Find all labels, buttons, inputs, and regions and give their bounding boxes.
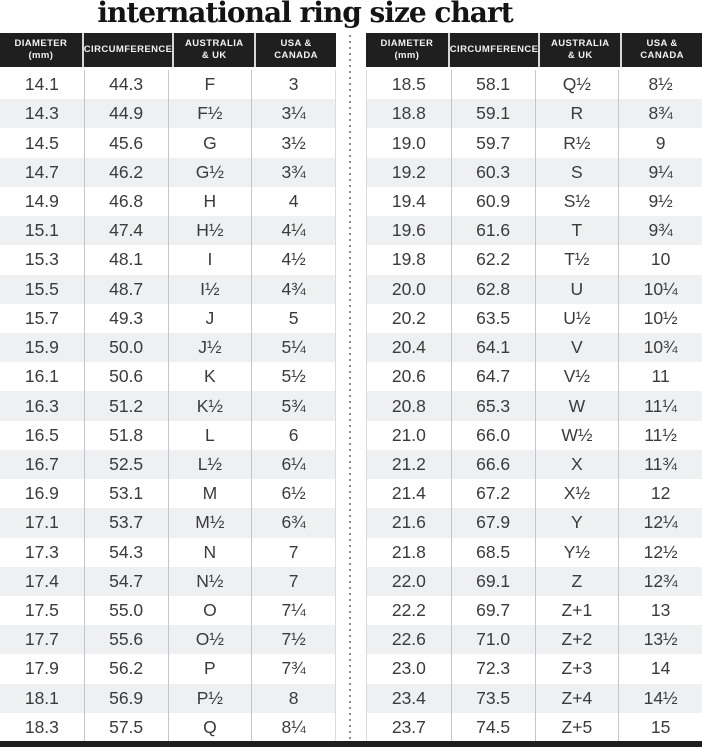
table-cell: 72.3	[451, 654, 535, 683]
table-row	[0, 421, 335, 450]
table-cell: 14	[618, 654, 702, 683]
table-cell: K	[168, 362, 252, 391]
table-cell: T	[535, 216, 619, 245]
table-cell: 69.7	[451, 596, 535, 625]
table-cell: 8¼	[251, 713, 335, 742]
header-cell-line: USA &	[280, 37, 312, 49]
table-row	[0, 654, 335, 683]
table-cell: 19.4	[391, 190, 426, 211]
table-row	[367, 421, 702, 450]
table-cell: 23.0	[391, 658, 426, 679]
table-cell: 9¾	[618, 216, 702, 245]
table-cell: H½	[168, 216, 252, 245]
table-cell: 62.8	[451, 275, 535, 304]
table-row	[0, 538, 335, 567]
bottom-border-bar	[0, 741, 702, 747]
table-cell: 44.3	[84, 70, 168, 99]
table-cell: 11¼	[618, 391, 702, 420]
table-cell: 20.8	[391, 395, 426, 416]
table-cell: 23.4	[391, 687, 426, 708]
table-cell: 56.9	[84, 684, 168, 713]
header-cell-usa-canada	[254, 33, 336, 67]
table-cell: 3½	[251, 128, 335, 157]
table-cell: 66.6	[451, 450, 535, 479]
table-cell: 53.7	[84, 508, 168, 537]
table-cell: 17.9	[24, 658, 59, 679]
table-body	[366, 70, 702, 742]
table-row	[0, 99, 335, 128]
table-cell: F	[168, 70, 252, 99]
table-row	[0, 128, 335, 157]
table-cell: S½	[535, 187, 619, 216]
table-cell: Z	[535, 567, 619, 596]
header-cell-line: & UK	[201, 50, 227, 61]
table-row	[0, 391, 335, 420]
table-cell: 14.9	[24, 190, 59, 211]
table-cell: 18.8	[391, 103, 426, 124]
table-cell: 7	[251, 538, 335, 567]
table-cell: 20.2	[391, 307, 426, 328]
table-cell: 19.2	[391, 161, 426, 182]
table-row	[367, 567, 702, 596]
table-row	[367, 508, 702, 537]
table-cell: Q½	[535, 70, 619, 99]
table-cell: 3¾	[251, 158, 335, 187]
table-cell: 60.3	[451, 158, 535, 187]
header-cell-line: CANADA	[640, 50, 684, 61]
table-cell: 8¾	[618, 99, 702, 128]
table-cell: 51.8	[84, 421, 168, 450]
table-cell: 18.1	[24, 687, 59, 708]
header-cell-line: USA &	[646, 37, 678, 49]
table-cell: 45.6	[84, 128, 168, 157]
table-cell: V	[535, 333, 619, 362]
table-cell: 7	[251, 567, 335, 596]
table-cell: N½	[168, 567, 252, 596]
table-cell: 7¼	[251, 596, 335, 625]
table-cell: O½	[168, 625, 252, 654]
header-cell-line: DIAMETER	[14, 37, 68, 49]
table-cell: 61.6	[451, 216, 535, 245]
table-row	[367, 70, 702, 99]
table-cell: 15.9	[24, 337, 59, 358]
table-row	[367, 216, 702, 245]
table-row	[367, 479, 702, 508]
table-cell: 18.5	[391, 74, 426, 95]
table-cell: 10¾	[618, 333, 702, 362]
table-row	[0, 158, 335, 187]
table-row	[367, 304, 702, 333]
table-row	[0, 362, 335, 391]
table-cell: M½	[168, 508, 252, 537]
table-cell: 5	[251, 304, 335, 333]
header-cell-australia-uk	[538, 33, 620, 67]
table-cell: 13½	[618, 625, 702, 654]
table-cell: 23.7	[391, 716, 426, 737]
table-cell: Y	[535, 508, 619, 537]
table-cell: 60.9	[451, 187, 535, 216]
header-cell-diameter	[366, 33, 448, 67]
table-cell: O	[168, 596, 252, 625]
table-cell: 5½	[251, 362, 335, 391]
table-row	[367, 99, 702, 128]
table-cell: U½	[535, 304, 619, 333]
table-cell: 21.0	[391, 424, 426, 445]
table-cell: 13	[618, 596, 702, 625]
table-cell: 14½	[618, 684, 702, 713]
table-cell: Q	[168, 713, 252, 742]
table-cell: 54.3	[84, 538, 168, 567]
table-cell: 14.5	[24, 132, 59, 153]
header-cell-circumference	[448, 33, 539, 67]
table-cell: Z+1	[535, 596, 619, 625]
table-cell: 71.0	[451, 625, 535, 654]
table-cell: 62.2	[451, 245, 535, 274]
table-cell: 66.0	[451, 421, 535, 450]
table-cell: J½	[168, 333, 252, 362]
table-cell: X	[535, 450, 619, 479]
table-cell: 16.7	[24, 453, 59, 474]
table-cell: 4¾	[251, 275, 335, 304]
table-cell: 57.5	[84, 713, 168, 742]
header-cell-australia-uk	[172, 33, 254, 67]
header-cell-line: (mm)	[28, 50, 54, 61]
table-cell: 51.2	[84, 391, 168, 420]
table-cell: 55.0	[84, 596, 168, 625]
table-cell: 12¾	[618, 567, 702, 596]
table-cell: 11½	[618, 421, 702, 450]
page-title: international ring size chart	[97, 0, 513, 29]
table-cell: W	[535, 391, 619, 420]
table-cell: G	[168, 128, 252, 157]
table-cell: 67.2	[451, 479, 535, 508]
table-row	[367, 362, 702, 391]
table-cell: 12½	[618, 538, 702, 567]
table-cell: 55.6	[84, 625, 168, 654]
table-cell: 63.5	[451, 304, 535, 333]
table-cell: 9½	[618, 187, 702, 216]
table-cell: 10¼	[618, 275, 702, 304]
table-header-row	[366, 33, 702, 67]
table-cell: 3¼	[251, 99, 335, 128]
table-row	[367, 158, 702, 187]
table-cell: 20.0	[391, 278, 426, 299]
table-cell: 22.0	[391, 570, 426, 591]
table-cell: 67.9	[451, 508, 535, 537]
header-cell-line: CIRCUMFERENCE	[83, 43, 173, 55]
table-row	[0, 333, 335, 362]
table-cell: 19.6	[391, 220, 426, 241]
table-cell: L½	[168, 450, 252, 479]
table-cell: 50.6	[84, 362, 168, 391]
table-row	[367, 654, 702, 683]
table-cell: Z+3	[535, 654, 619, 683]
table-cell: 4½	[251, 245, 335, 274]
table-cell: 56.2	[84, 654, 168, 683]
dotted-divider	[349, 35, 351, 740]
table-cell: X½	[535, 479, 619, 508]
table-cell: 21.4	[391, 483, 426, 504]
table-cell: 22.6	[391, 629, 426, 650]
table-cell: 48.1	[84, 245, 168, 274]
table-cell: F½	[168, 99, 252, 128]
table-cell: G½	[168, 158, 252, 187]
table-cell: 64.7	[451, 362, 535, 391]
header-cell-line: AUSTRALIA	[551, 37, 610, 49]
table-cell: 16.1	[24, 366, 59, 387]
table-row	[0, 275, 335, 304]
table-cell: 14.1	[24, 74, 59, 95]
table-cell: 10½	[618, 304, 702, 333]
table-row	[0, 625, 335, 654]
table-cell: Y½	[535, 538, 619, 567]
table-cell: 64.1	[451, 333, 535, 362]
table-row	[367, 275, 702, 304]
table-cell: J	[168, 304, 252, 333]
table-row	[0, 567, 335, 596]
table-header-row	[0, 33, 336, 67]
table-cell: U	[535, 275, 619, 304]
table-cell: 9	[618, 128, 702, 157]
table-cell: 16.5	[24, 424, 59, 445]
table-cell: H	[168, 187, 252, 216]
table-cell: W½	[535, 421, 619, 450]
table-cell: 20.6	[391, 366, 426, 387]
table-cell: 16.9	[24, 483, 59, 504]
table-cell: 54.7	[84, 567, 168, 596]
table-row	[0, 508, 335, 537]
header-cell-line: CANADA	[274, 50, 318, 61]
table-cell: 47.4	[84, 216, 168, 245]
table-cell: 17.3	[24, 541, 59, 562]
table-cell: P½	[168, 684, 252, 713]
table-cell: 17.4	[24, 570, 59, 591]
table-cell: 17.1	[24, 512, 59, 533]
table-cell: V½	[535, 362, 619, 391]
table-cell: 15.1	[24, 220, 59, 241]
table-cell: 65.3	[451, 391, 535, 420]
table-cell: 69.1	[451, 567, 535, 596]
table-cell: 17.7	[24, 629, 59, 650]
table-cell: Z+4	[535, 684, 619, 713]
table-cell: 6	[251, 421, 335, 450]
header-cell-diameter	[0, 33, 82, 67]
table-row	[0, 70, 335, 99]
header-cell-usa-canada	[620, 33, 702, 67]
ring-size-table-right	[366, 33, 702, 742]
table-row	[367, 596, 702, 625]
table-cell: R	[535, 99, 619, 128]
table-cell: 48.7	[84, 275, 168, 304]
table-row	[0, 450, 335, 479]
table-cell: 52.5	[84, 450, 168, 479]
table-cell: P	[168, 654, 252, 683]
table-cell: 14.7	[24, 161, 59, 182]
table-row	[367, 538, 702, 567]
table-cell: 8½	[618, 70, 702, 99]
table-cell: 73.5	[451, 684, 535, 713]
table-row	[0, 245, 335, 274]
table-cell: 21.2	[391, 453, 426, 474]
table-cell: 50.0	[84, 333, 168, 362]
table-cell: 15.5	[24, 278, 59, 299]
table-cell: 11	[618, 362, 702, 391]
table-cell: Z+5	[535, 713, 619, 742]
table-cell: K½	[168, 391, 252, 420]
table-cell: 4	[251, 187, 335, 216]
table-cell: 21.8	[391, 541, 426, 562]
table-cell: 19.8	[391, 249, 426, 270]
table-cell: 9¼	[618, 158, 702, 187]
ring-size-table-left	[0, 33, 336, 742]
table-cell: 3	[251, 70, 335, 99]
table-cell: L	[168, 421, 252, 450]
table-cell: 53.1	[84, 479, 168, 508]
table-cell: M	[168, 479, 252, 508]
table-row	[367, 187, 702, 216]
table-cell: 5¼	[251, 333, 335, 362]
table-cell: 5¾	[251, 391, 335, 420]
table-cell: Z+2	[535, 625, 619, 654]
table-cell: 8	[251, 684, 335, 713]
table-cell: 14.3	[24, 103, 59, 124]
table-cell: 74.5	[451, 713, 535, 742]
table-row	[367, 684, 702, 713]
table-cell: 15	[618, 713, 702, 742]
header-cell-line: CIRCUMFERENCE	[449, 43, 539, 55]
table-cell: 17.5	[24, 600, 59, 621]
table-cell: 21.6	[391, 512, 426, 533]
table-cell: 16.3	[24, 395, 59, 416]
table-cell: 4¼	[251, 216, 335, 245]
table-row	[367, 625, 702, 654]
table-cell: 10	[618, 245, 702, 274]
table-row	[367, 713, 702, 742]
header-cell-line: AUSTRALIA	[185, 37, 244, 49]
table-cell: 6¾	[251, 508, 335, 537]
table-row	[367, 333, 702, 362]
table-cell: 18.3	[24, 716, 59, 737]
table-cell: 6½	[251, 479, 335, 508]
table-cell: S	[535, 158, 619, 187]
table-cell: 19.0	[391, 132, 426, 153]
header-cell-line: & UK	[567, 50, 593, 61]
header-cell-line: (mm)	[394, 50, 420, 61]
table-row	[0, 596, 335, 625]
table-cell: 44.9	[84, 99, 168, 128]
table-row	[367, 128, 702, 157]
table-row	[0, 713, 335, 742]
table-cell: 15.3	[24, 249, 59, 270]
table-cell: R½	[535, 128, 619, 157]
table-cell: I	[168, 245, 252, 274]
table-row	[367, 450, 702, 479]
table-cell: N	[168, 538, 252, 567]
table-row	[0, 216, 335, 245]
table-row	[0, 304, 335, 333]
table-cell: 59.1	[451, 99, 535, 128]
table-cell: T½	[535, 245, 619, 274]
table-cell: 7½	[251, 625, 335, 654]
table-row	[0, 187, 335, 216]
table-cell: 58.1	[451, 70, 535, 99]
table-cell: 46.2	[84, 158, 168, 187]
table-row	[0, 479, 335, 508]
table-cell: 6¼	[251, 450, 335, 479]
table-row	[0, 684, 335, 713]
table-cell: 68.5	[451, 538, 535, 567]
table-cell: 12¼	[618, 508, 702, 537]
table-cell: 20.4	[391, 337, 426, 358]
tables-container	[0, 33, 702, 742]
table-cell: 22.2	[391, 600, 426, 621]
table-cell: 7¾	[251, 654, 335, 683]
table-cell: 15.7	[24, 307, 59, 328]
table-cell: 11¾	[618, 450, 702, 479]
table-row	[367, 391, 702, 420]
table-row	[367, 245, 702, 274]
table-cell: 59.7	[451, 128, 535, 157]
table-body	[0, 70, 336, 742]
table-cell: 49.3	[84, 304, 168, 333]
table-cell: I½	[168, 275, 252, 304]
header-cell-circumference	[82, 33, 173, 67]
header-cell-line: DIAMETER	[380, 37, 434, 49]
table-cell: 46.8	[84, 187, 168, 216]
table-cell: 12	[618, 479, 702, 508]
